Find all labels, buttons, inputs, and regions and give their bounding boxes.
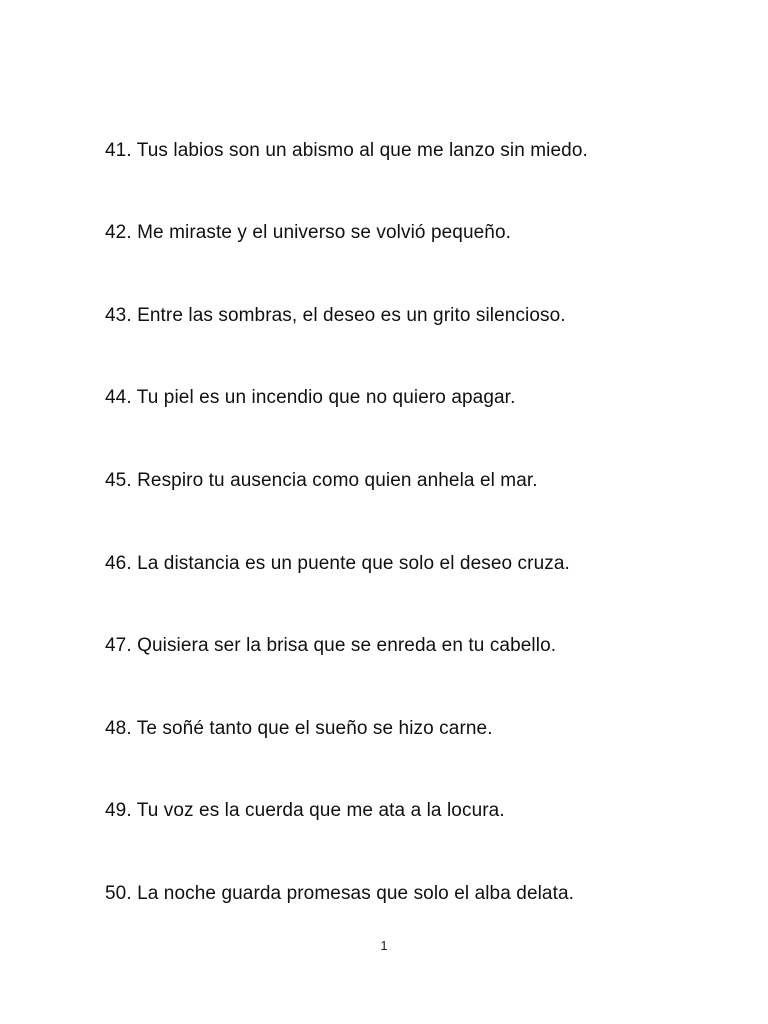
verse-line-50: 50. La noche guarda promesas que solo el alba delata. bbox=[105, 883, 575, 904]
verse-line-42: 42. Me miraste y el universo se volvió pequeño. bbox=[105, 222, 512, 243]
verse-line-48: 48. Te soñé tanto que el sueño se hizo carne. bbox=[105, 718, 493, 739]
verse-line-46: 46. La distancia es un puente que solo el deseo cruza. bbox=[105, 553, 570, 574]
page-number: 1 bbox=[380, 938, 388, 953]
verse-line-43: 43. Entre las sombras, el deseo es un grito silencioso. bbox=[105, 305, 566, 326]
verse-line-47: 47. Quisiera ser la brisa que se enreda en tu cabello. bbox=[105, 635, 557, 656]
verse-line-41: 41. Tus labios son un abismo al que me lanzo sin miedo. bbox=[105, 140, 588, 161]
verse-line-45: 45. Respiro tu ausencia como quien anhela el mar. bbox=[105, 470, 538, 491]
verse-line-44: 44. Tu piel es un incendio que no quiero apagar. bbox=[105, 387, 516, 408]
verse-line-49: 49. Tu voz es la cuerda que me ata a la locura. bbox=[105, 800, 505, 821]
